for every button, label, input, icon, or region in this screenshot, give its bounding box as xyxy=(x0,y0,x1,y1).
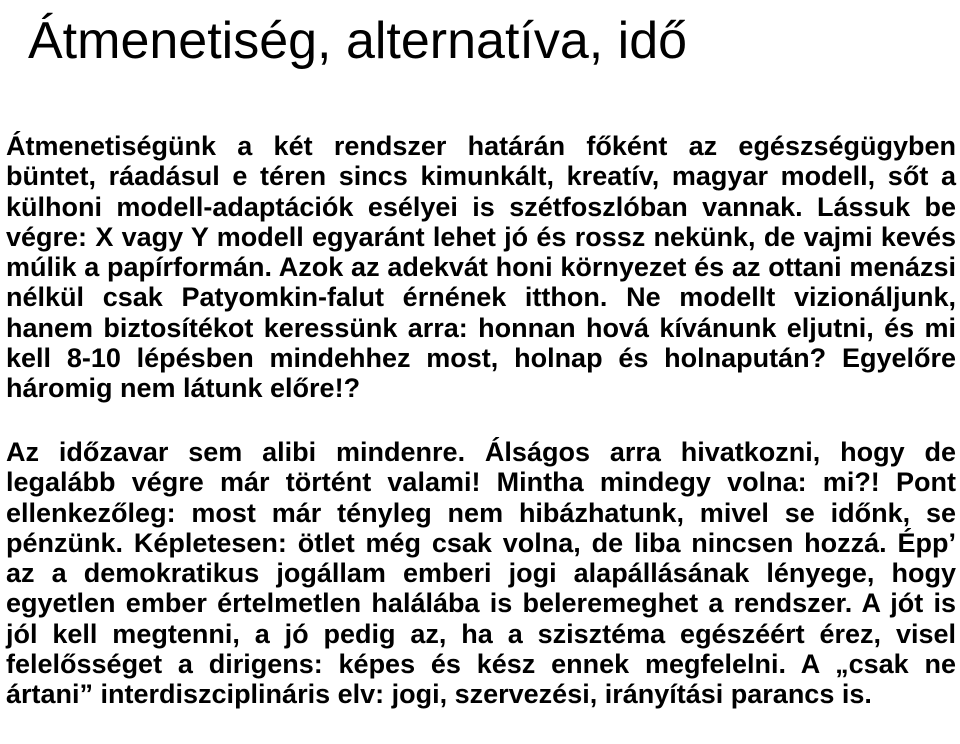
paragraph-time-pressure: Az időzavar sem alibi mindenre. Álságos arra hivatkozni, hogy de legalább végre már történt valami! Mintha mindegy volna: mi?! Pont ellenkezőleg: most már tényleg nem hibázhatunk, mivel se időnk, se pénzünk. Képletesen: ötlet még csak volna, de liba nincsen hozzá. Épp’ az a demokratikus jogállam emberi jogi alapállásának lényege, hogy egyetlen ember értelmetlen halálába is beleremeghet a rendszer. A jót is jól kell megtenni, a jó pedig az, ha a szisztéma egészéért érez, visel felelősséget a dirigens: képes és kész ennek megfelelni. A „csak ne ártani” interdiszciplináris elv: jogi, szervezési, irányítási parancs is. xyxy=(6,437,956,710)
slide-title: Átmenetiség, alternatíva, idő xyxy=(28,12,688,70)
paragraph-transition: Átmenetiségünk a két rendszer határán főként az egészségügyben büntet, ráadásul e téren sincs kimunkált, kreatív, magyar modell, sőt a külhoni modell-adaptációk esélyei is szétfoszlóban vannak. Lássuk be végre: X vagy Y modell egyaránt lehet jó és rossz nekünk, de vajmi kevés múlik a papírformán. Azok az adekvát honi környezet és az ottani menázsi nélkül csak Patyomkin-falut érnének itthon. Ne modellt vizionáljunk, hanem biztosítékot keressünk arra: honnan hová kívánunk eljutni, és mi kell 8-10 lépésben mindehhez most, holnap és holnapután? Egyelőre háromig nem látunk előre!? xyxy=(6,131,956,404)
